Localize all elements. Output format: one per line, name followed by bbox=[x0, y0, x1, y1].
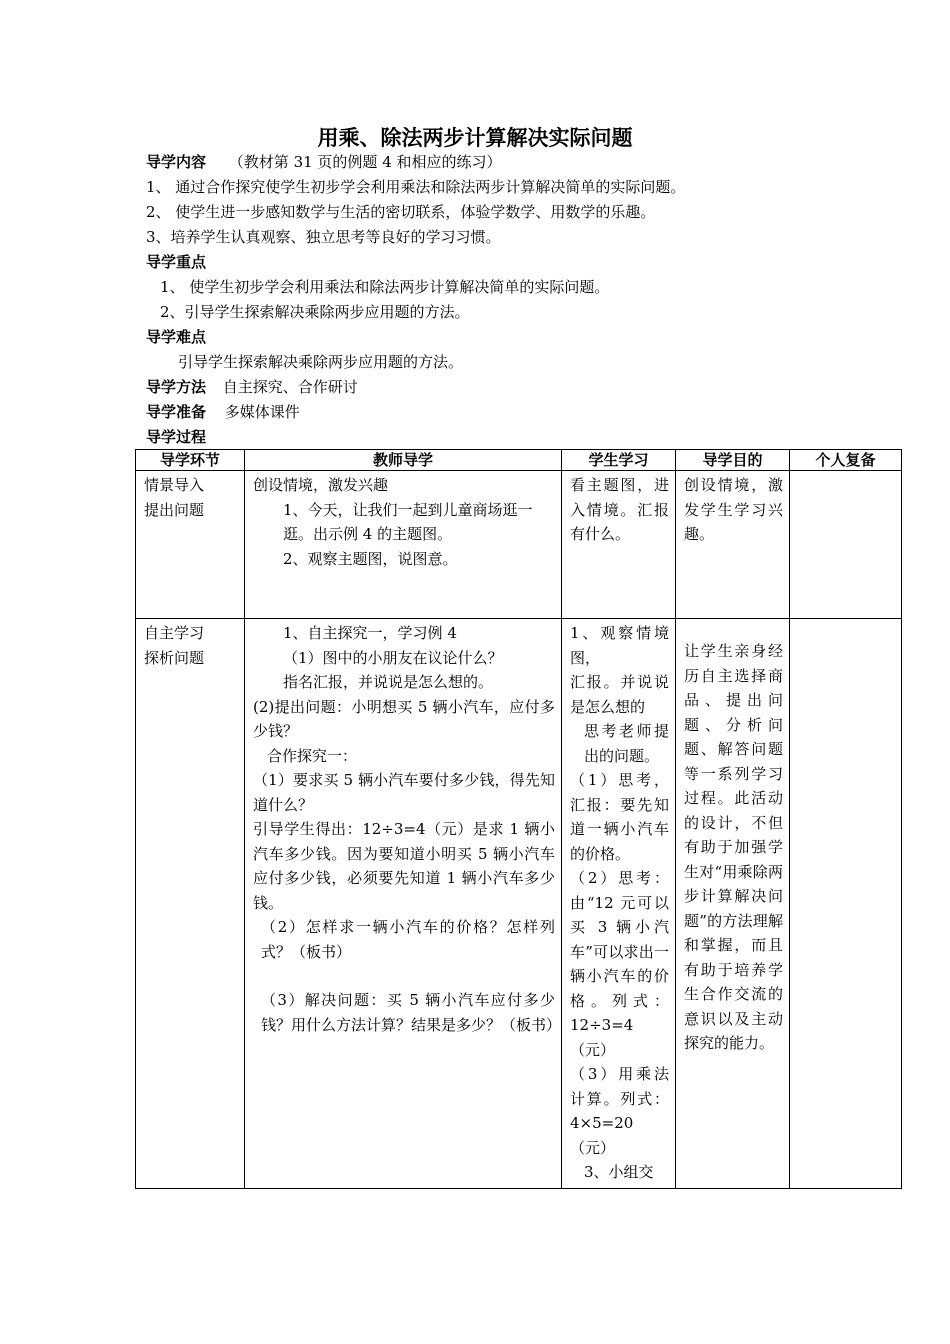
header-stage: 导学环节 bbox=[136, 450, 245, 471]
purpose-cell: 让学生亲身经历自主选择商品、提出问题、分析问题、解答问题等一系列学习过程。此活动的设计，不但有助于加强学生对“用乘除两步计算解决问题”的方法理解和掌握，而且有助于培养学生合作交流的意识以及主动探究的能力。 bbox=[676, 619, 790, 1189]
process-heading: 导学过程 bbox=[146, 428, 207, 446]
student-line: 汇报。并说说是怎么想的 bbox=[570, 673, 669, 716]
table-row bbox=[136, 619, 902, 1189]
table-header-row bbox=[136, 450, 902, 471]
student-line: （3）用乘法计算。列式：4×5=20（元） bbox=[570, 1065, 669, 1157]
header-personal: 个人复备 bbox=[790, 450, 902, 471]
teacher-line: （2）怎样求一辆小汽车的价格？怎样列式？（板书） bbox=[261, 918, 555, 961]
page-title: 用乘、除法两步计算解决实际问题 bbox=[317, 126, 633, 150]
content-heading: 导学内容 bbox=[146, 153, 207, 171]
personal-cell bbox=[790, 471, 902, 619]
student-line: 3、小组交 bbox=[584, 1163, 654, 1181]
guidance-table bbox=[135, 449, 902, 1189]
student-cell bbox=[562, 619, 676, 1189]
stage-line: 自主学习 bbox=[144, 624, 205, 642]
purpose-cell: 创设情境，激发学生学习兴趣。 bbox=[676, 471, 790, 619]
method-text: 自主探究、合作研讨 bbox=[222, 378, 358, 396]
stage-cell bbox=[136, 619, 245, 1189]
student-line: 1、观察情境图， bbox=[570, 624, 669, 667]
teacher-cell bbox=[245, 619, 562, 1189]
header-student: 学生学习 bbox=[562, 450, 676, 471]
student-line: 思考老师提出的问题。 bbox=[584, 722, 669, 765]
teacher-line: （1）要求买 5 辆小汽车要付多少钱，得先知道什么？ bbox=[253, 771, 555, 814]
teacher-line: 2、观察主题图，说图意。 bbox=[283, 549, 458, 568]
teacher-line: 指名汇报，并说说是怎么想的。 bbox=[283, 673, 494, 691]
header-teacher: 教师导学 bbox=[245, 450, 562, 471]
teacher-line: (2)提出问题：小明想买 5 辆小汽车，应付多少钱？ bbox=[253, 697, 555, 740]
content-item: 1、 通过合作探究使学生初步学会利用乘法和除法两步计算解决简单的实际问题。 bbox=[146, 178, 686, 196]
prep-text: 多媒体课件 bbox=[224, 403, 300, 421]
teacher-line: 1、自主探究一，学习例 4 bbox=[283, 624, 457, 642]
difficulty-text: 引导学生探索解决乘除两步应用题的方法。 bbox=[178, 353, 464, 371]
method-heading: 导学方法 bbox=[146, 378, 207, 396]
teacher-line: （3）解决问题：买 5 辆小汽车应付多少钱？用什么方法计算？结果是多少？（板书） bbox=[261, 991, 562, 1034]
teacher-line: 引导学生得出：12÷3=4（元）是求 1 辆小汽车多少钱。因为要知道小明买 5 辆小汽车应付多少钱，必须要先知道 1 辆小汽车多少钱。 bbox=[253, 820, 555, 912]
key-points-heading: 导学重点 bbox=[146, 253, 207, 271]
stage-line: 提出问题 bbox=[144, 500, 205, 519]
key-point-item: 1、 使学生初步学会利用乘法和除法两步计算解决简单的实际问题。 bbox=[160, 278, 610, 296]
teacher-cell bbox=[245, 471, 562, 619]
teacher-line: 1、今天，让我们一起到儿童商场逛一逛。出示例 4 的主题图。 bbox=[283, 500, 533, 543]
teacher-line: 合作探究一： bbox=[267, 746, 358, 765]
key-point-item: 2、引导学生探索解决乘除两步应用题的方法。 bbox=[160, 303, 470, 321]
header-purpose: 导学目的 bbox=[676, 450, 790, 471]
teacher-line: （1）图中的小朋友在议论什么？ bbox=[283, 648, 503, 667]
content-note: （教材第 31 页的例题 4 和相应的练习） bbox=[228, 153, 502, 171]
table-row bbox=[136, 471, 902, 619]
content-line bbox=[146, 152, 502, 172]
teacher-line: 创设情境，激发兴趣 bbox=[253, 476, 389, 494]
stage-cell bbox=[136, 471, 245, 619]
personal-cell bbox=[790, 619, 902, 1189]
student-line: （1）思考，汇报：要先知道一辆小汽车的价格。 bbox=[570, 771, 669, 863]
difficulty-heading: 导学难点 bbox=[146, 328, 207, 346]
content-item: 3、培养学生认真观察、独立思考等良好的学习习惯。 bbox=[146, 228, 501, 246]
content-item: 2、 使学生进一步感知数学与生活的密切联系，体验学数学、用数学的乐趣。 bbox=[146, 203, 656, 221]
student-line: （2）思考：由“12 元可以买 3 辆小汽车”可以求出一辆小汽车的价格。列式： 12÷3=4（元） bbox=[570, 869, 669, 1059]
stage-line: 探析问题 bbox=[144, 648, 205, 667]
stage-line: 情景导入 bbox=[144, 476, 205, 494]
prep-heading: 导学准备 bbox=[146, 403, 207, 421]
prep-line bbox=[146, 402, 300, 422]
student-cell: 看主题图，进入情境。汇报有什么。 bbox=[562, 471, 676, 619]
method-line bbox=[146, 377, 358, 397]
